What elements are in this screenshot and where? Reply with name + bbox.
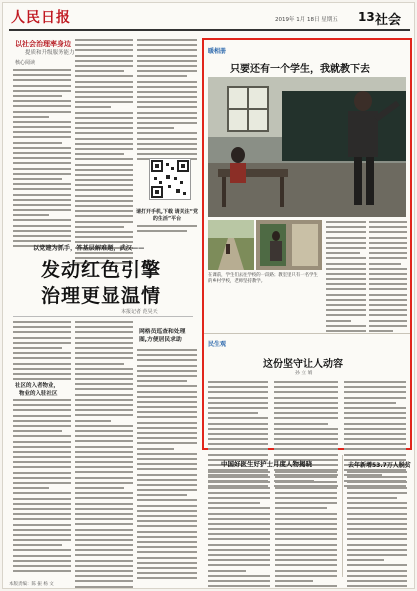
body-text-block	[137, 225, 197, 235]
photo-caption: 在课前，学生们去往学校的一段路；教室里只有一名学生的乡村学校，老师坚持教学。	[208, 273, 318, 284]
main-photo	[208, 77, 406, 217]
feature-headline-line1: 发动红色引擎	[41, 259, 162, 281]
divider	[342, 455, 343, 577]
left-article-label: 核心阅读	[15, 60, 36, 66]
body-text-block	[13, 321, 71, 383]
photo-story-title: 只要还有一个学生，我就教下去	[230, 64, 370, 75]
issue-date: 2019年 1月 18日 星期五	[275, 17, 338, 23]
qr-caption: 请打开手机,下载 请关注“党的生活”平台	[136, 209, 198, 222]
body-text-block	[275, 471, 337, 589]
body-text-block	[369, 221, 407, 335]
body-text-block	[208, 471, 270, 589]
left-subhead-2: 物业的入驻社区	[19, 391, 58, 397]
section-tag-opinion: 民生观	[208, 341, 227, 348]
bottom-right-headline: 去年新增53.7万人脱贫	[348, 462, 411, 469]
page-number: 13	[358, 10, 375, 24]
feature-byline: 本报记者 范昊天	[121, 309, 158, 315]
photo-walking-path	[208, 220, 254, 270]
photo-classroom-door	[256, 220, 322, 270]
body-text-block	[75, 39, 133, 267]
mid-subhead-1: 网格员巡查和处理	[139, 329, 186, 335]
opinion-byline: 孙 立 娟	[295, 371, 313, 376]
body-text-block	[347, 471, 407, 589]
feature-kicker: 以党建为抓手，答基层解难题，武汉——	[33, 245, 145, 252]
section-tag-photo: 暖相册	[208, 48, 227, 55]
masthead	[3, 3, 415, 33]
left-subhead-1: 社区的入者物业，	[15, 383, 60, 389]
opinion-title: 这份坚守让人动容	[263, 359, 343, 370]
body-text-block	[75, 321, 133, 589]
body-text-block	[137, 39, 197, 164]
body-text-block	[13, 69, 71, 251]
feature-headline-line2: 治理更显温情	[41, 285, 162, 307]
page-footer: 本版责编：陈 振 杨 文	[9, 582, 54, 587]
bottom-headline: 中国好医生好护士月度人物揭晓	[221, 460, 312, 468]
left-article-subtitle: 提质和升级服务能力	[25, 50, 75, 56]
section-name: 社会	[375, 13, 402, 28]
body-text-block	[13, 399, 71, 575]
body-text-block	[326, 221, 366, 335]
masthead-rule	[9, 29, 410, 31]
left-article-title: 以社会治理率身边	[15, 40, 71, 48]
qr-code	[149, 158, 191, 200]
newspaper-page	[2, 2, 415, 589]
mid-subhead-2: 图,方便居民求助	[139, 337, 182, 343]
newspaper-logo: 人民日报	[11, 10, 71, 26]
body-text-block	[137, 349, 197, 582]
divider	[204, 333, 410, 334]
divider	[13, 316, 193, 317]
